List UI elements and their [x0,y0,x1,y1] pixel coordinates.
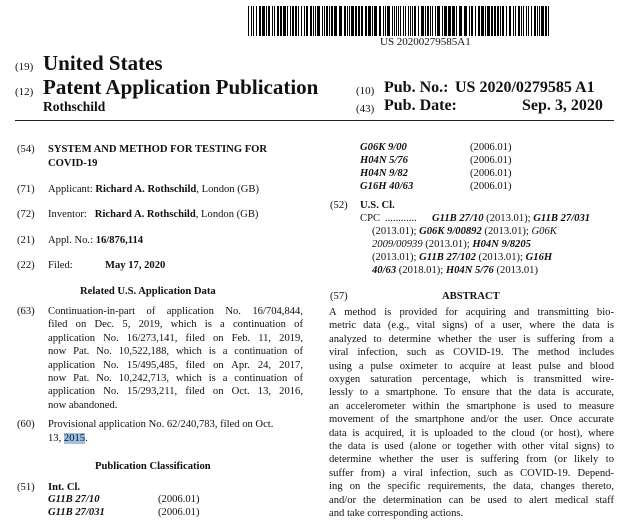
provisional-period: . [85,433,88,444]
pub-no-value: US 2020/0279585 A1 [455,79,595,96]
barcode-bar [251,6,252,36]
pub-date-value: Sep. 3, 2020 [522,97,603,114]
inid-code-10: (10) [356,85,375,97]
barcode-bar [442,6,443,36]
barcode-bar [437,6,440,36]
barcode-bar [403,6,404,36]
barcode-bar [358,6,360,36]
author-name: Rothschild [43,99,106,114]
barcode-bar [339,6,342,36]
barcode-bar [414,6,416,36]
abstract-line: and take corresponding actions. [329,508,464,520]
provisional-line-1: Provisional application No. 62/240,783, filed on Oct. [48,419,274,430]
barcode-bar [515,6,516,36]
int-cl-year: (2006.01) [158,507,200,518]
continuation-line: application No. 16/273,141, filed on Feb. 11, 2019, [48,332,303,344]
abstract-line: determine whether the user is suffering from (or likely to [329,454,614,466]
barcode-bar [290,6,291,36]
int-cl-year: (2006.01) [470,155,512,166]
int-cl-code: H04N 9/82 [360,168,408,179]
cpc-code: H04N 5/76 [445,265,494,276]
inid-code-63: (63) [17,306,35,317]
inid-code-22: (22) [17,260,35,271]
barcode-bar [368,6,371,36]
inventor-label: Inventor: [48,209,87,220]
inventor-name: Richard A. Rothschild [94,209,196,220]
barcode-bar [326,6,328,36]
barcode-bar [509,6,511,36]
cpc-line [372,264,538,277]
barcode-bar [400,6,401,36]
abstract-line: suffer from) a viral infection, such as COVID-19. Depend- [329,467,614,479]
abstract-line: metric data (e.g., vital signs) of a user, where the data is [329,320,614,332]
int-cl-year: (2006.01) [470,142,512,153]
cpc-code: G11B 27/031 [533,213,591,224]
document-type-heading: Patent Application Publication [43,75,319,99]
barcode-bar [444,6,447,36]
barcode-bar [410,6,411,36]
int-cl-year: (2006.01) [158,494,200,505]
pub-date-label: Pub. Date: [384,97,457,114]
abstract-line: lessly to a smartphone. To ensure that the data is accurate, [329,387,614,399]
highlighted-year: 2015 [63,433,86,444]
barcode-bar [292,6,294,36]
cpc-text: G06K [531,226,557,237]
barcode-bar [351,6,354,36]
barcode-bar [306,6,308,36]
barcode-bar [387,6,390,36]
inid-code-52: (52) [330,200,348,211]
barcode-bar [317,6,320,36]
barcode-bar [274,6,275,36]
barcode-bar [469,6,470,36]
title-line-1: SYSTEM AND METHOD FOR TESTING FOR [48,144,268,155]
applicant-name: Richard A. Rothschild [95,184,197,195]
abstract-paragraph [329,306,614,521]
int-cl-code: G06K 9/00 [360,142,407,153]
barcode-bar [295,6,297,36]
cpc-text: (2013.01) [493,265,538,276]
inid-code-12: (12) [15,86,34,98]
continuation-line: now Pat. No. 10,522,188, which is a continuation of [48,346,303,358]
barcode-bar [347,6,348,36]
barcode-bar [280,6,282,36]
pub-class-heading: Publication Classification [95,461,211,472]
barcode-bar [459,6,462,36]
applicant-location: , London (GB) [196,184,260,195]
cpc-text: (2013.01); [372,226,420,237]
barcode-bar [506,6,507,36]
barcode-bar [374,6,377,36]
barcode-bar [315,6,316,36]
barcode-bar [537,6,538,36]
inid-code-57: (57) [330,291,348,302]
country-heading: United States [43,51,163,75]
int-cl-row [48,494,200,507]
barcode-bar [513,6,514,36]
barcode-bar [392,6,393,36]
abstract-line: and/or the determination can be used to alert medical staff [329,494,614,506]
abstract-line: oxygen saturation percentage, which is transmitted wire- [329,374,614,386]
barcode-bar [452,6,455,36]
continuation-line: now Pat. No. 10,242,713, which is a continuation of [48,373,303,385]
int-cl-row [360,168,512,181]
related-data-heading: Related U.S. Application Data [80,286,216,297]
barcode-bar [259,6,261,36]
cpc-code: G11B 27/102 [419,252,476,263]
filed-label: Filed: [48,260,73,271]
barcode-bar [344,6,346,36]
inid-code-19: (19) [15,61,34,73]
barcode-bar [523,6,524,36]
barcode-bar [266,6,267,36]
int-cl-year: (2006.01) [470,168,512,179]
barcode-bar [541,6,544,36]
barcode-bar [379,6,381,36]
barcode-bar [497,6,499,36]
int-cl-code: H04N 5/76 [360,155,408,166]
header-rule [15,120,614,121]
int-cl-row [360,181,512,194]
cpc-text: (2013.01); [483,213,534,224]
barcode-bar [502,6,504,36]
barcode-bar [539,6,540,36]
barcode-bar [322,6,323,36]
cpc-code: G11B 27/10 [432,213,484,224]
barcode-bar [405,6,406,36]
barcode-bar [435,6,436,36]
continuation-line: now abandoned. [48,399,118,411]
int-cl-code: G16H 40/63 [360,181,414,192]
abstract-line: A method is provided for acquiring and transmitting bio- [329,307,614,318]
barcode-bar [545,6,547,36]
barcode-bar [372,6,373,36]
cpc-text: (2013.01); [475,252,526,263]
cpc-line [372,238,531,251]
barcode-bar [531,6,532,36]
barcode-bar [324,6,325,36]
barcode-bar [298,6,299,36]
inid-code-60: (60) [17,419,35,430]
cpc-text: (2013.01); [372,252,420,263]
inventor-field [48,208,258,221]
int-cl-year: (2006.01) [470,181,512,192]
barcode-bar [331,6,333,36]
barcode-bar [518,6,520,36]
us-cl-label: U.S. Cl. [360,200,395,211]
barcode-bar [365,6,367,36]
barcode-bar [526,6,527,36]
barcode-bar [396,6,397,36]
inid-code-21: (21) [17,235,35,246]
barcode-bar [256,6,257,36]
int-cl-row [360,155,512,168]
barcode-bar [448,6,451,36]
barcode-bar [334,6,337,36]
barcode-bar [283,6,286,36]
applicant-label: Applicant: [48,184,93,195]
appl-no-label: Appl. No.: [48,235,94,246]
barcode-bar [481,6,484,36]
cpc-line [372,225,557,238]
barcode-bar [494,6,496,36]
filed-date: May 17, 2020 [105,260,166,271]
abstract-line: movement of the smartphone and/or the user. Once accurate [329,414,614,426]
appl-no-value: 16/876,114 [95,235,144,246]
int-cl-code: G11B 27/031 [48,507,105,518]
cpc-code: H04N 9/8205 [472,239,531,250]
barcode-bar [329,6,330,36]
barcode-bar [272,6,273,36]
barcode-bar [548,6,549,36]
barcode-bar [487,6,490,36]
barcode-bar [491,6,493,36]
int-cl-code: G11B 27/10 [48,494,100,505]
barcode [248,6,552,36]
continuation-line: filed on Dec. 5, 2019, which is a continuation of [48,319,303,331]
barcode-bar [478,6,480,36]
barcode-bar [432,6,433,36]
barcode-bar [287,6,288,36]
barcode-bar [253,6,254,36]
inid-code-54: (54) [17,144,35,155]
barcode-bar [418,6,419,36]
cpc-line [372,251,552,264]
inid-code-72: (72) [17,209,35,220]
barcode-bar [528,6,529,36]
provisional-line-2 [48,432,88,445]
cpc-leader-dots: ............ [385,213,417,224]
continuation-line: Continuation-in-part of application No. 16/704,844, [48,306,303,317]
barcode-bar [456,6,457,36]
barcode-bar [500,6,501,36]
continuation-paragraph [48,305,303,412]
barcode-bar [408,6,409,36]
abstract-line: viral infection, such as COVID-19. The method includes [329,347,614,359]
continuation-line: application No. 15/293,211, filed on Oct. 13, 2016, [48,386,303,398]
barcode-bar [475,6,476,36]
barcode-bar [464,6,467,36]
barcode-bar [268,6,270,36]
int-cl-row [360,142,512,155]
barcode-number: US 20200279585A1 [380,36,471,48]
barcode-bar [349,6,350,36]
title-line-2: COVID-19 [48,158,98,169]
cpc-code: 40/63 [372,265,397,276]
abstract-line: using a pulse oximeter to acquire at least pulse and blood [329,360,614,372]
inid-code-51: (51) [17,482,35,493]
int-cl-row [48,507,200,520]
barcode-bar [534,6,536,36]
cpc-line [432,212,590,225]
barcode-bar [310,6,312,36]
cpc-text: (2013.01); [481,226,532,237]
applicant-field [48,183,259,196]
barcode-bar [430,6,431,36]
cpc-code: G06K 9/00892 [419,226,482,237]
barcode-bar [425,6,426,36]
barcode-bar [427,6,429,36]
barcode-bar [361,6,363,36]
barcode-bar [248,6,249,36]
barcode-bar [355,6,357,36]
abstract-line: ing on the specific requirements, the data, changes thereto, [329,481,614,493]
cpc-text: (2018.01); [396,265,446,276]
barcode-bar [471,6,473,36]
barcode-bar [383,6,384,36]
barcode-bar [301,6,302,36]
appl-no-field [48,234,143,247]
pub-no-label: Pub. No.: [384,79,449,96]
cpc-text: 2009/00939 [372,239,423,250]
cpc-code: G16H [525,252,553,263]
barcode-bar [521,6,522,36]
continuation-line: application No. 15/495,485, filed on Apr. 24, 2017, [48,359,303,371]
abstract-line: data is acquired, it is uploaded to the cloud (or host), where [329,427,614,439]
cpc-label: CPC [360,213,381,224]
abstract-line: analyzed to determine whether the user is suffering from a [329,333,614,345]
barcode-bar [385,6,386,36]
abstract-line: the data is used (alone or together with other vital signs) to [329,441,614,453]
barcode-bar [421,6,424,36]
barcode-bar [485,6,486,36]
provisional-date-prefix: 13, [48,433,64,444]
int-cl-label: Int. Cl. [48,482,81,493]
barcode-bar [277,6,279,36]
barcode-bar [398,6,399,36]
inventor-location: , London (GB) [195,209,259,220]
barcode-bar [304,6,305,36]
barcode-bar [313,6,314,36]
cpc-text: (2013.01); [422,239,473,250]
inid-code-71: (71) [17,184,35,195]
barcode-bar [262,6,265,36]
barcode-bar [412,6,413,36]
abstract-heading: ABSTRACT [442,291,500,302]
barcode-bar [394,6,395,36]
abstract-line: an accelerometer within the smartphone is used to measure [329,400,614,412]
inid-code-43: (43) [356,103,375,115]
